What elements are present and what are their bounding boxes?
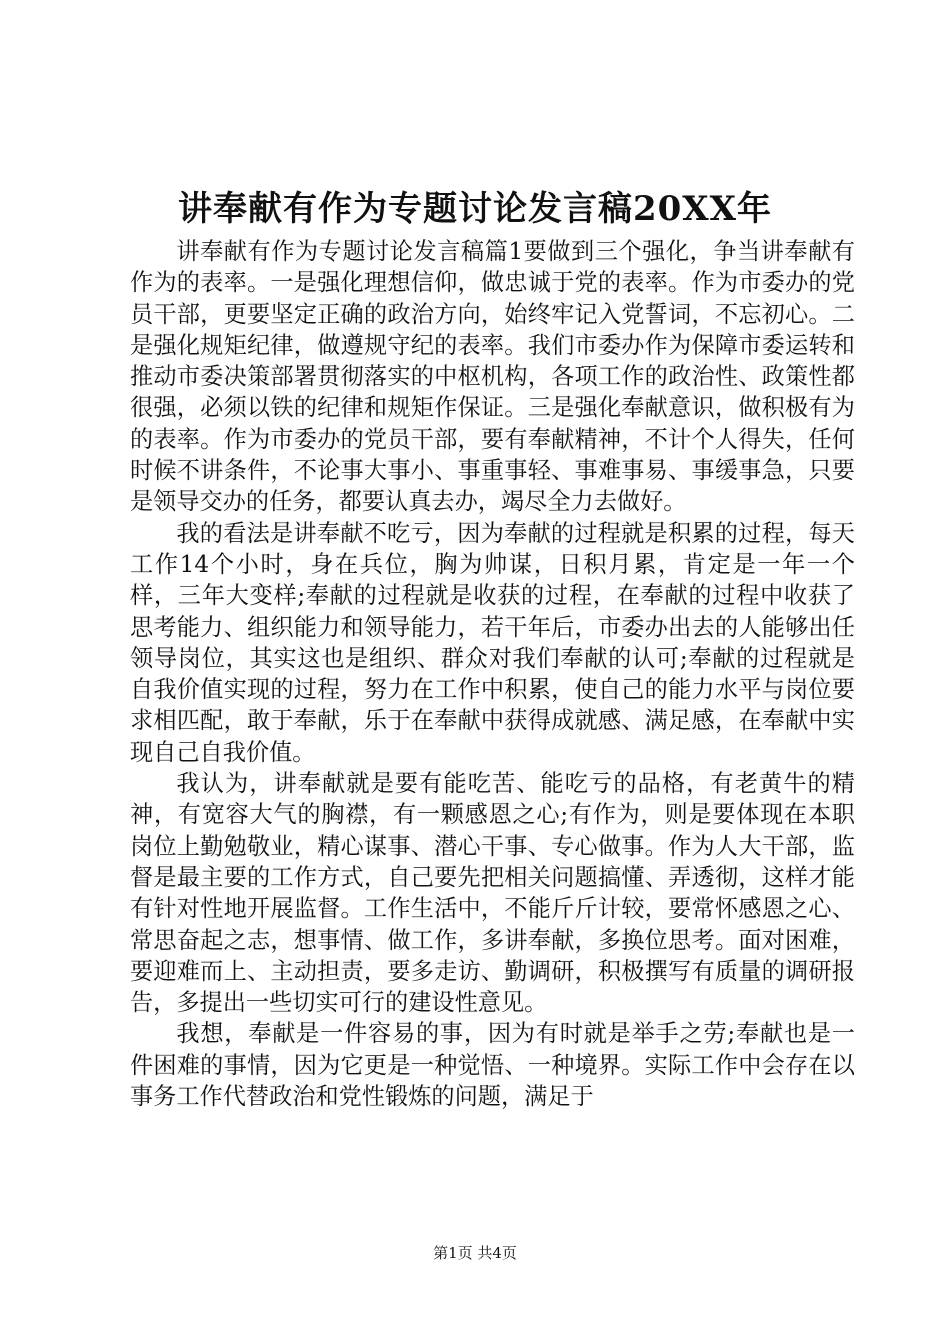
- paragraph-2: 我的看法是讲奉献不吃亏，因为奉献的过程就是积累的过程，每天工作14个小时，身在兵位，胸为帅谋，日积月累，肯定是一年一个样，三年大变样;奉献的过程就是收获的过程，在奉献的过程中收获了思考能力、组织能力和领导能力，若干年后，市委办出去的人能够出任领导岗位，其实这也是组织、群众对我们奉献的认可;奉献的过程就是自我价值实现的过程，努力在工作中积累，使自己的能力水平与岗位要求相匹配，敢于奉献，乐于在奉献中获得成就感、满足感，在奉献中实现自己自我价值。: [130, 519, 855, 766]
- paragraph-4: 我想，奉献是一件容易的事，因为有时就是举手之劳;奉献也是一件困难的事情，因为它更是一种觉悟、一种境界。实际工作中会存在以事务工作代替政治和党性锻炼的问题，满足于: [130, 1020, 855, 1111]
- document-body: [130, 236, 855, 1112]
- document-title: 讲奉献有作为专题讨论发言稿20XX年: [177, 189, 773, 229]
- paragraph-3: 我认为，讲奉献就是要有能吃苦、能吃亏的品格，有老黄牛的精神，有宽容大气的胸襟，有一颗感恩之心;有作为，则是要体现在本职岗位上勤勉敬业，精心谋事、潜心干事、专心做事。作为人大干部，监督是最主要的工作方式，自己要先把相关问题搞懂、弄透彻，这样才能有针对性地开展监督。工作生活中，不能斤斤计较，要常怀感恩之心、常思奋起之志，想事情、做工作，多讲奉献，多换位思考。面对困难，要迎难而上、主动担责，要多走访、勤调研，积极撰写有质量的调研报告，多提出一些切实可行的建设性意见。: [130, 770, 855, 1017]
- page-number-footer: 第1页 共4页: [433, 1244, 517, 1262]
- paragraph-1: 讲奉献有作为专题讨论发言稿篇1要做到三个强化，争当讲奉献有作为的表率。一是强化理想信仰，做忠诚于党的表率。作为市委办的党员干部，更要坚定正确的政治方向，始终牢记入党誓词，不忘初心。二是强化规矩纪律，做遵规守纪的表率。我们市委办作为保障市委运转和推动市委决策部署贯彻落实的中枢机构，各项工作的政治性、政策性都很强，必须以铁的纪律和规矩作保证。三是强化奉献意识，做积极有为的表率。作为市委办的党员干部，要有奉献精神，不计个人得失，任何时候不讲条件，不论事大事小、事重事轻、事难事易、事缓事急，只要是领导交办的任务，都要认真去办，竭尽全力去做好。: [130, 238, 855, 516]
